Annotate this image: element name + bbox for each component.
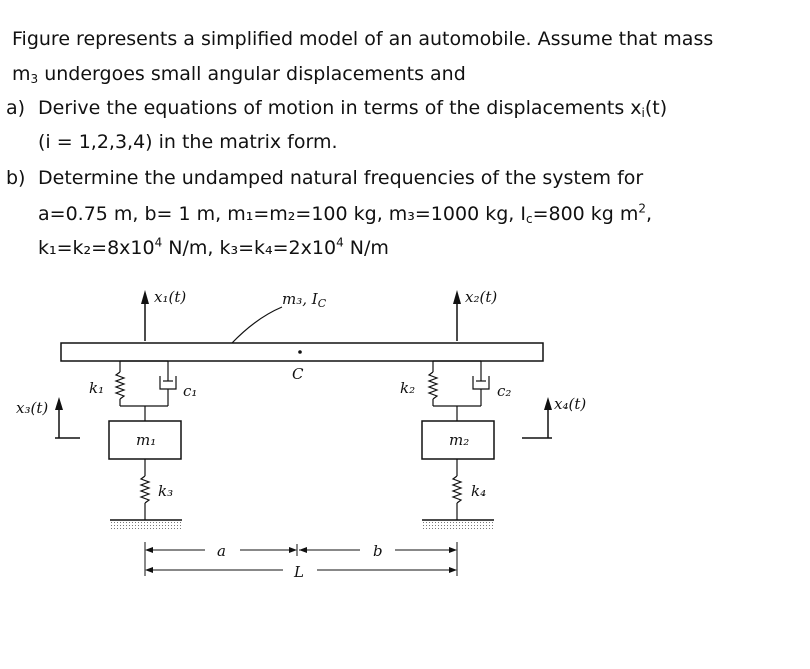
label-x4: x₄(t) bbox=[554, 395, 587, 413]
label-L: L bbox=[294, 563, 304, 581]
label-x3: x₃(t) bbox=[16, 399, 49, 417]
label-k4: k₄ bbox=[471, 482, 487, 500]
intro-line-2: $m_3$ undergoes small angular displacements and bbox=[12, 63, 466, 86]
part-b-line-1: Determine the undamped natural frequencies of the system for bbox=[38, 167, 644, 189]
part-b-line-3: $k_1=k_2=8x10^4$ N/m, $k_3=k_4=2x10^4$ N/m bbox=[38, 235, 389, 259]
label-c1: c₁ bbox=[183, 382, 198, 400]
spring-k4 bbox=[453, 476, 461, 503]
part-b-line-2-text: a=0.75 m, b= 1 m, m₁=m₂=100 kg, m₃=1000 kg, I bbox=[38, 203, 526, 225]
intro-line-2-text: undergoes small angular displacements and bbox=[38, 63, 466, 85]
label-k1: k₁ bbox=[89, 379, 105, 397]
part-b-line-2-end: =800 kg m bbox=[532, 203, 639, 225]
part-a-line-1-end: (t) bbox=[644, 97, 668, 119]
label-beam-main: m₃, I bbox=[282, 290, 318, 308]
part-b-line-3b: N/m, k₃=k₄=2x10 bbox=[162, 237, 337, 259]
label-center: C bbox=[292, 365, 304, 383]
damper-c2 bbox=[473, 376, 489, 406]
x2-arrow bbox=[453, 290, 461, 341]
part-a-label: a) bbox=[6, 97, 26, 119]
label-x2: x₂(t) bbox=[465, 288, 498, 306]
part-b-line-2: a=0.75 m, b= 1 m, m₁=m₂=100 kg, m₃=1000 kg, $I_c=800$ kg $m^2$, bbox=[38, 201, 653, 226]
x3-arrow bbox=[55, 397, 80, 438]
beam-label-leader bbox=[232, 307, 282, 343]
part-a-line-1-text: Derive the equations of motion in terms of the displacements x bbox=[38, 97, 642, 119]
label-b: b bbox=[373, 542, 383, 560]
x1-arrow bbox=[141, 290, 149, 341]
damper-c1 bbox=[160, 376, 176, 406]
label-beam bbox=[282, 290, 327, 310]
label-beam-sub: C bbox=[317, 297, 327, 310]
label-k2: k₂ bbox=[400, 379, 416, 397]
part-b-line-3a: k₁=k₂=8x10 bbox=[38, 237, 155, 259]
x4-arrow bbox=[522, 397, 552, 438]
label-a: a bbox=[217, 542, 226, 560]
center-of-mass-dot bbox=[298, 350, 302, 354]
intro-line-1: Figure represents a simplified model of an automobile. Assume that mass bbox=[12, 28, 714, 50]
label-m1: m₁ bbox=[136, 431, 157, 449]
spring-k2 bbox=[429, 372, 437, 399]
spring-k1 bbox=[116, 372, 124, 399]
part-b-label: b) bbox=[6, 167, 26, 189]
part-b-line-3c: N/m bbox=[343, 237, 389, 259]
part-a-line-1: Derive the equations of motion in terms of the displacements $x_i(t)$ bbox=[38, 97, 668, 120]
beam-m3 bbox=[61, 343, 543, 361]
label-k3: k₃ bbox=[158, 482, 174, 500]
label-c2: c₂ bbox=[497, 382, 512, 400]
spring-k3 bbox=[141, 476, 149, 503]
part-a-line-2: (i = 1,2,3,4) in the matrix form. bbox=[38, 131, 338, 153]
label-x1: x₁(t) bbox=[154, 288, 187, 306]
label-m2: m₂ bbox=[449, 431, 470, 449]
